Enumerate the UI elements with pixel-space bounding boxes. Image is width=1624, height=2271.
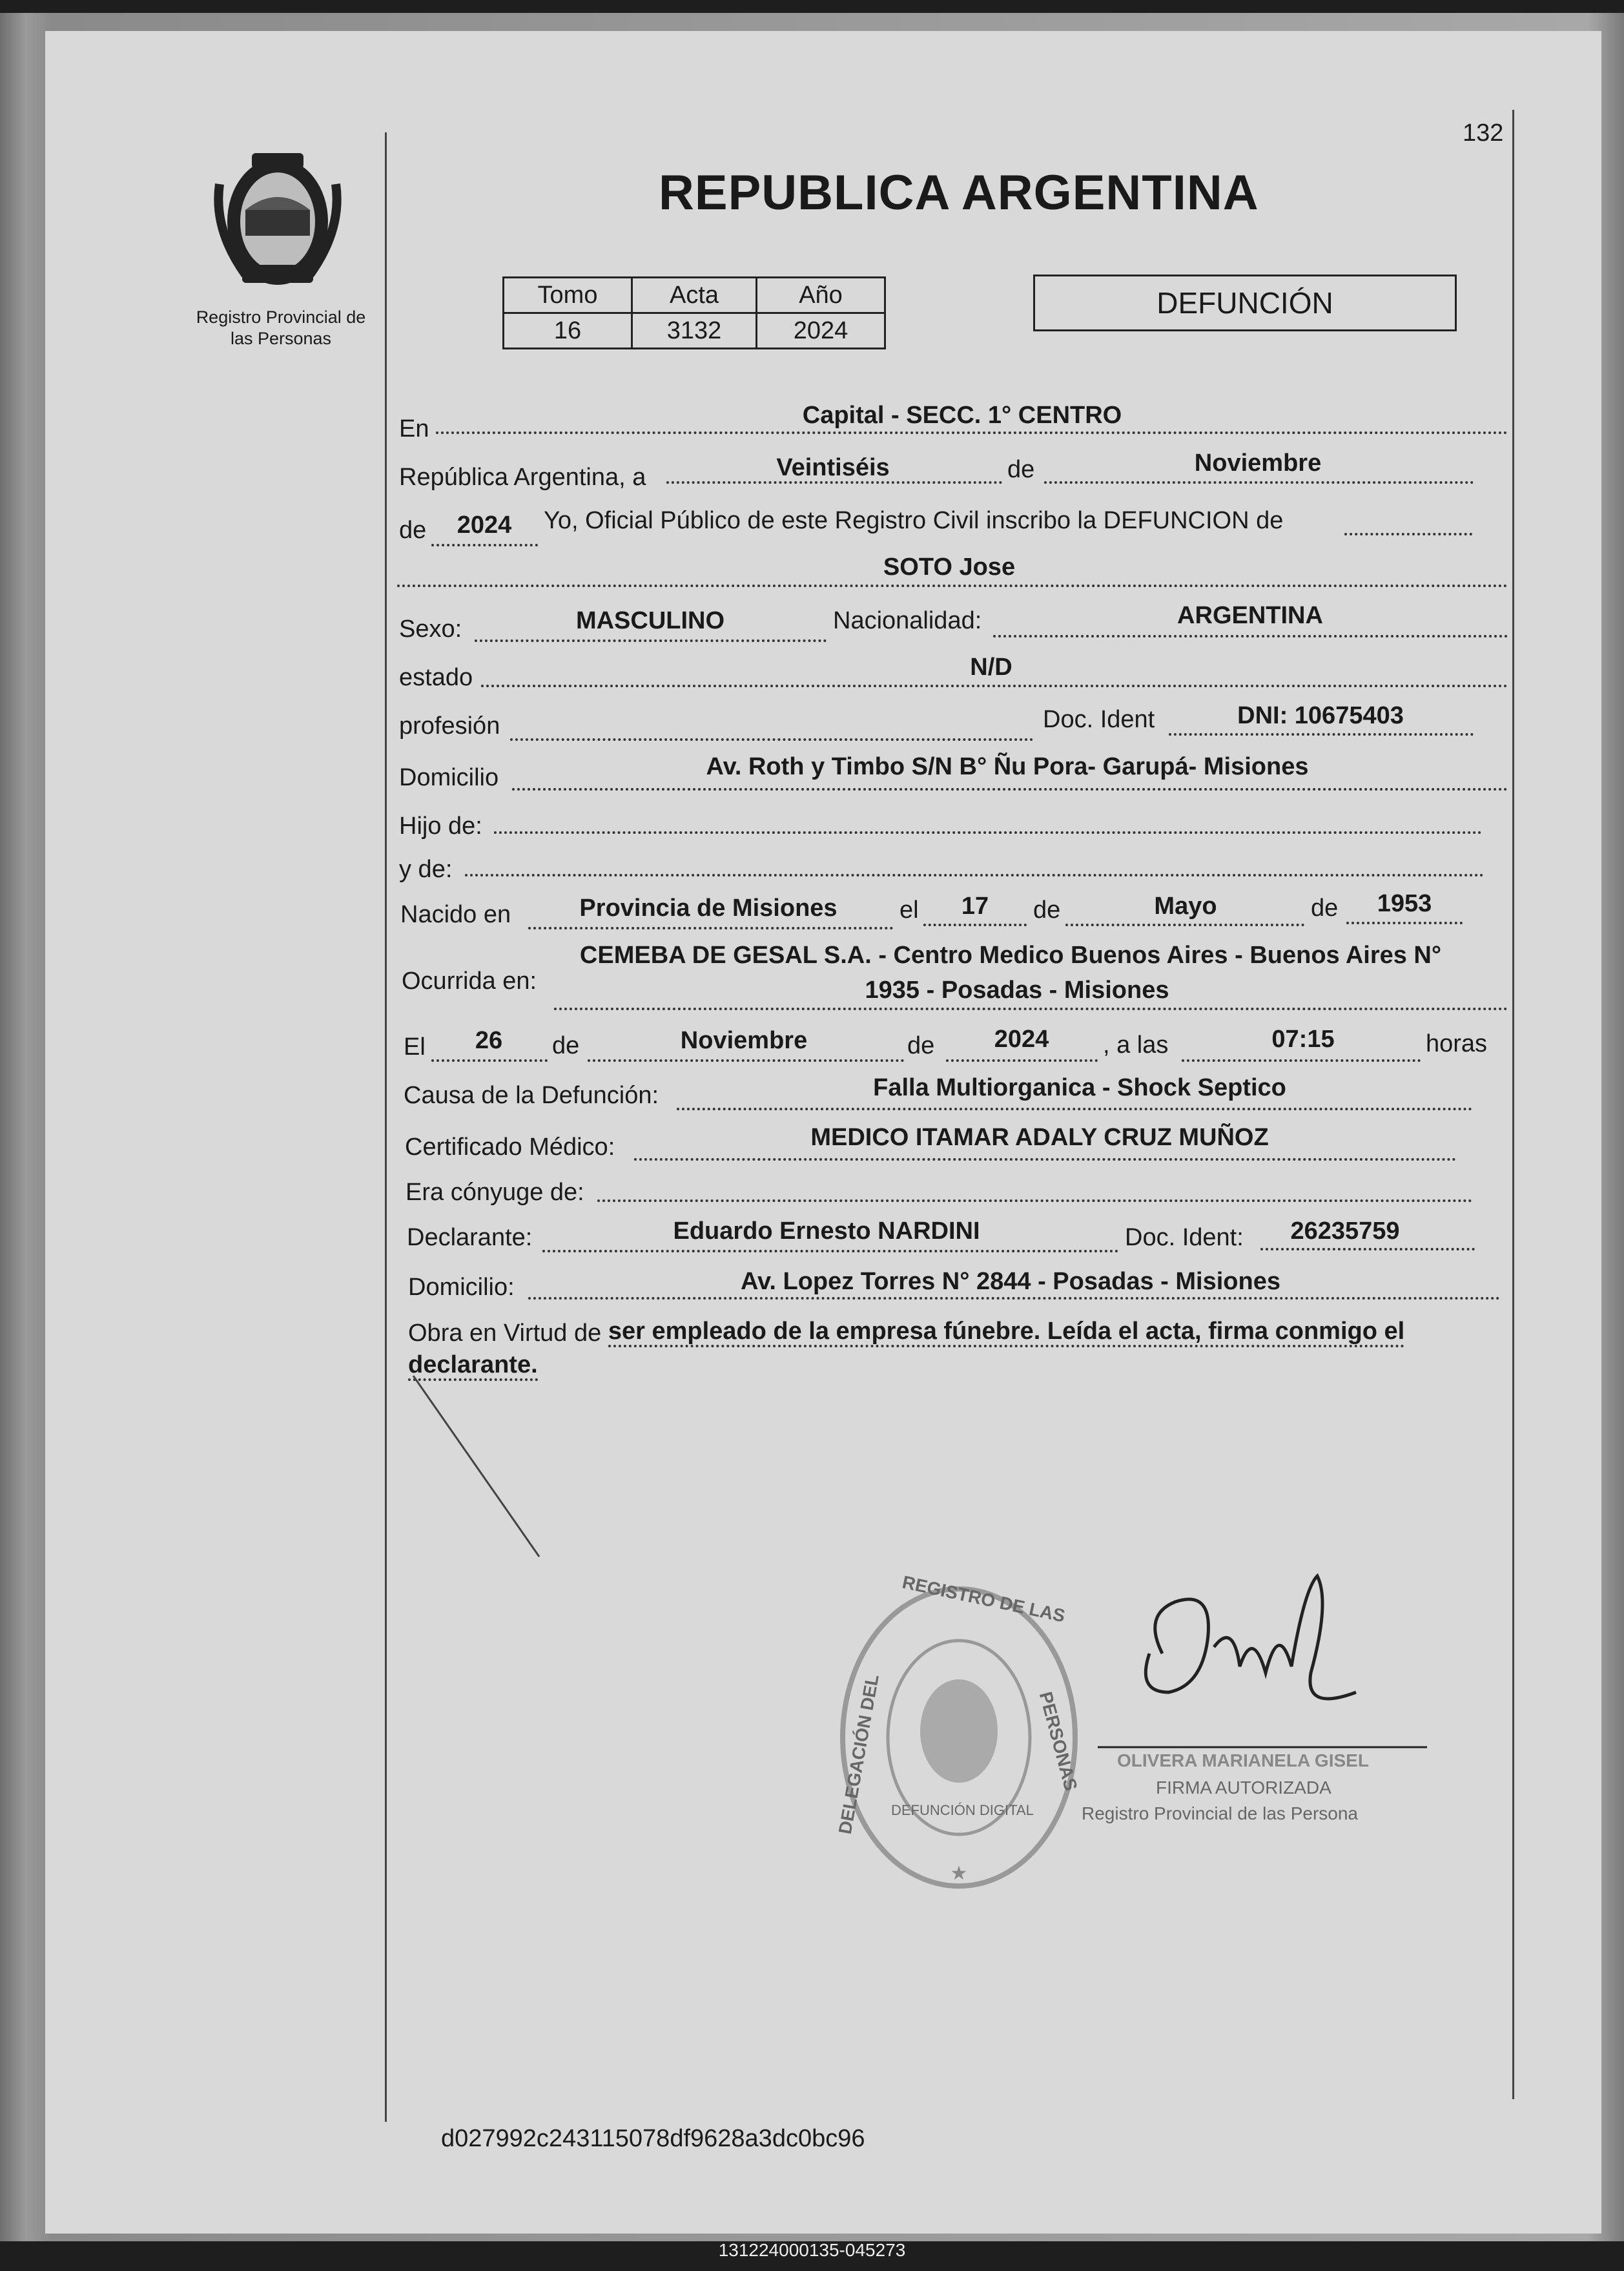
inscribo-text: Yo, Oficial Público de este Registro Civil inscribo la DEFUNCION de bbox=[544, 507, 1284, 534]
label-ocurrida: Ocurrida en: bbox=[402, 968, 537, 995]
signer-name: OLIVERA MARIANELA GISEL bbox=[1117, 1750, 1369, 1770]
label-a-las: , a las bbox=[1103, 1032, 1169, 1059]
line-hijo bbox=[494, 831, 1482, 834]
seal-text-top: REGISTRO DE LAS bbox=[900, 1571, 1067, 1626]
right-margin-line bbox=[1512, 110, 1514, 2099]
value-obra-line1: ser empleado de la empresa fúnebre. Leída el acta, firma conmigo el bbox=[608, 1318, 1404, 1347]
label-el-2: El bbox=[404, 1033, 426, 1061]
label-domicilio: Domicilio bbox=[399, 764, 499, 791]
seal-text-inner: DEFUNCIÓN DIGITAL bbox=[891, 1802, 1034, 1818]
value-dia: Veintiséis bbox=[776, 454, 890, 481]
line-nac-anio bbox=[1346, 922, 1463, 924]
acta-header-acta: Acta bbox=[632, 278, 757, 313]
value-decl-domicilio: Av. Lopez Torres N° 2844 - Posadas - Misiones bbox=[741, 1268, 1280, 1295]
signer-role: FIRMA AUTORIZADA bbox=[1156, 1778, 1331, 1798]
label-nacido: Nacido en bbox=[400, 901, 511, 928]
line-nacido bbox=[528, 927, 893, 929]
value-def-anio: 2024 bbox=[994, 1026, 1049, 1053]
value-domicilio: Av. Roth y Timbo S/N B° Ñu Pora- Garupá- Misiones bbox=[706, 753, 1309, 780]
label-y-de: y de: bbox=[399, 856, 453, 883]
seal-text-right: PERSONAS bbox=[1035, 1689, 1082, 1793]
line-def-hora bbox=[1182, 1059, 1421, 1062]
label-de-2: de bbox=[399, 517, 427, 544]
value-nac-anio: 1953 bbox=[1377, 890, 1432, 917]
value-declarante: Eduardo Ernesto NARDINI bbox=[673, 1218, 980, 1245]
label-certificado: Certificado Médico: bbox=[405, 1134, 615, 1161]
line-en bbox=[436, 431, 1508, 434]
line-anio bbox=[431, 544, 538, 546]
value-causa: Falla Multiorganica - Shock Septico bbox=[873, 1074, 1286, 1101]
line-mes bbox=[1044, 481, 1474, 484]
acta-value-tomo: 16 bbox=[504, 313, 632, 349]
registry-name: Registro Provincial de las Personas bbox=[196, 307, 366, 348]
value-nombre: SOTO Jose bbox=[883, 554, 1016, 581]
line-nac-dia bbox=[923, 924, 1027, 926]
label-de-6: de bbox=[907, 1032, 935, 1059]
label-declarante: Declarante: bbox=[407, 1224, 533, 1251]
label-de-4: de bbox=[1311, 895, 1339, 922]
signature-icon bbox=[1085, 1563, 1434, 1776]
line-def-dia bbox=[431, 1059, 548, 1062]
value-obra-line2: declarante. bbox=[408, 1351, 538, 1381]
value-lugar: Capital - SECC. 1° CENTRO bbox=[802, 402, 1122, 429]
line-def-mes bbox=[588, 1059, 904, 1062]
line-nac-mes bbox=[1065, 924, 1304, 926]
value-def-mes: Noviembre bbox=[680, 1027, 808, 1054]
line-decl-domicilio bbox=[528, 1297, 1500, 1300]
signer-org: Registro Provincial de las Persona bbox=[1082, 1803, 1358, 1823]
line-domicilio bbox=[512, 788, 1508, 791]
acta-value-anio: 2024 bbox=[757, 313, 885, 349]
line-doc-ident bbox=[1169, 733, 1474, 736]
line-estado bbox=[481, 685, 1508, 687]
label-obra: Obra en Virtud de bbox=[408, 1320, 602, 1347]
label-de-3: de bbox=[1033, 897, 1061, 924]
document-hash: d027992c243115078df9628a3dc0bc96 bbox=[441, 2125, 865, 2152]
label-nacionalidad: Nacionalidad: bbox=[833, 607, 982, 634]
line-declarante bbox=[542, 1250, 1118, 1252]
acta-header-anio: Año bbox=[757, 278, 885, 313]
line-certificado bbox=[634, 1158, 1456, 1161]
value-mes: Noviembre bbox=[1194, 450, 1322, 477]
value-sexo: MASCULINO bbox=[575, 607, 725, 634]
label-horas: horas bbox=[1426, 1030, 1488, 1057]
value-ocurrida-line2: 1935 - Posadas - Misiones bbox=[865, 977, 1169, 1004]
label-conyuge: Era cónyuge de: bbox=[406, 1179, 584, 1206]
label-estado: estado bbox=[399, 664, 473, 691]
line-conyuge bbox=[597, 1199, 1472, 1202]
value-decl-doc: 26235759 bbox=[1290, 1218, 1400, 1245]
label-de-5: de bbox=[552, 1032, 580, 1059]
misiones-crest-icon bbox=[207, 145, 349, 294]
footer-code: 131224000135-045273 bbox=[718, 2240, 906, 2260]
value-nacido: Provincia de Misiones bbox=[579, 895, 838, 922]
value-obra bbox=[408, 1314, 1499, 1382]
acta-value-acta: 3132 bbox=[632, 313, 757, 349]
line-sexo bbox=[475, 639, 827, 642]
closing-stroke bbox=[407, 1369, 549, 1570]
value-def-dia: 26 bbox=[475, 1027, 503, 1054]
label-de-1: de bbox=[1007, 456, 1035, 483]
left-margin-line bbox=[385, 132, 387, 2122]
label-decl-doc: Doc. Ident: bbox=[1125, 1224, 1244, 1251]
line-profesion bbox=[510, 738, 1033, 741]
value-def-hora: 07:15 bbox=[1271, 1026, 1335, 1053]
line-nombre bbox=[397, 585, 1508, 587]
document-type-box: DEFUNCIÓN bbox=[1033, 275, 1457, 331]
label-sexo: Sexo: bbox=[399, 616, 462, 643]
seal-text-left: DELEGACIÓN DEL bbox=[834, 1672, 883, 1836]
page-title: REPUBLICA ARGENTINA bbox=[659, 165, 1259, 220]
value-estado: N/D bbox=[970, 654, 1012, 681]
value-ocurrida-line1: CEMEBA DE GESAL S.A. - Centro Medico Buenos Aires - Buenos Aires N° bbox=[579, 942, 1442, 969]
label-el: el bbox=[899, 897, 919, 924]
value-certificado: MEDICO ITAMAR ADALY CRUZ MUÑOZ bbox=[810, 1124, 1269, 1151]
line-decl-doc bbox=[1260, 1248, 1475, 1250]
value-anio: 2024 bbox=[457, 512, 512, 539]
label-hijo: Hijo de: bbox=[399, 813, 482, 840]
line-ocurrida bbox=[554, 1008, 1508, 1010]
line-y-de bbox=[465, 874, 1484, 876]
value-nacionalidad: ARGENTINA bbox=[1177, 602, 1323, 629]
label-doc-ident: Doc. Ident bbox=[1043, 706, 1155, 733]
label-profesion: profesión bbox=[399, 712, 500, 740]
label-causa: Causa de la Defunción: bbox=[404, 1082, 659, 1109]
acta-header-tomo: Tomo bbox=[504, 278, 632, 313]
value-nac-mes: Mayo bbox=[1154, 893, 1217, 920]
acta-table bbox=[502, 276, 886, 349]
line-nacionalidad bbox=[993, 635, 1508, 638]
value-nac-dia: 17 bbox=[961, 893, 989, 920]
line-causa bbox=[677, 1108, 1472, 1110]
value-doc-ident: DNI: 10675403 bbox=[1237, 702, 1404, 729]
page-number: 132 bbox=[1463, 119, 1504, 147]
svg-text:★: ★ bbox=[950, 1863, 968, 1884]
line-def-anio bbox=[946, 1059, 1098, 1062]
label-republica: República Argentina, a bbox=[399, 464, 646, 491]
label-decl-domicilio: Domicilio: bbox=[408, 1274, 515, 1301]
label-en: En bbox=[399, 415, 429, 442]
line-inscribo bbox=[1344, 533, 1472, 535]
